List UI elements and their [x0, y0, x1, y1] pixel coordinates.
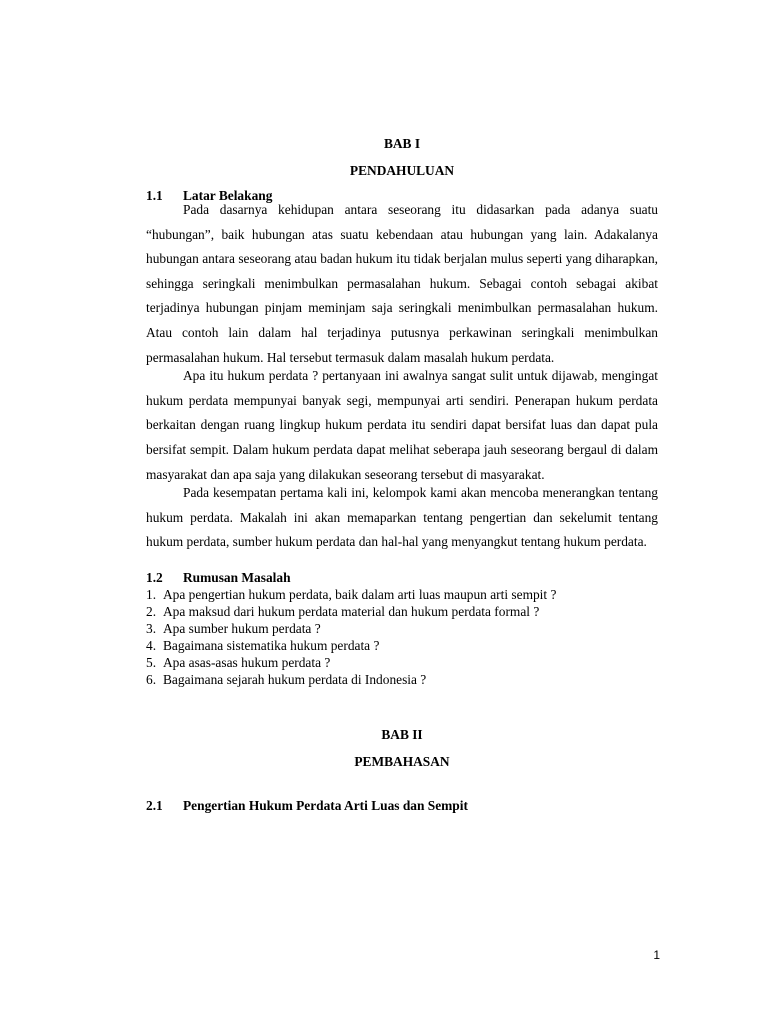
chapter-title: BAB I [383, 136, 421, 151]
page-number: 1 [653, 948, 660, 962]
section-number: 2.1 [146, 797, 163, 813]
paragraph-text: Pada kesempatan pertama kali ini, kelompok kami akan mencoba menerangkan tentang hukum perdata. Makalah ini akan memaparkan tentang pengertian dan sekelumit tentang hukum perdata, sumber hukum perdata dan hal-hal yang menyangkut tentang hukum perdata. [146, 485, 658, 550]
paragraph-text: Pada dasarnya kehidupan antara seseorang itu didasarkan pada adanya suatu “hubungan”, baik hubungan atas suatu kebendaan atau hubungan yang lain. Adakalanya hubungan antara seseorang atau badan hukum itu tidak berjalan mulus seperti yang diharapkan, sehingga seringkali menimbulkan permasalahan hukum. Sebagai contoh sebagai akibat terjadinya hubungan pinjam meminjam saja seringkali menimbulkan permasalahan hukum. Atau contoh lain dalam hal terjadinya putusnya perkawinan seringkali menimbulkan permasalahan hukum. Hal tersebut termasuk dalam masalah hukum perdata. [146, 202, 658, 365]
paragraph [146, 198, 658, 370]
list-item [146, 603, 658, 620]
section-number: 1.1 [146, 188, 163, 203]
list-number: 1. [146, 586, 157, 602]
list-text: Apa sumber hukum perdata ? [163, 620, 321, 636]
list-item [146, 620, 658, 637]
list-item [146, 654, 658, 671]
section-heading [146, 571, 658, 586]
section-title: Latar Belakang [183, 188, 273, 203]
list-text: Apa maksud dari hukum perdata material dan hukum perdata formal ? [163, 603, 540, 619]
list-number: 6. [146, 671, 157, 687]
list-number: 2. [146, 603, 157, 619]
section-title: Pengertian Hukum Perdata Arti Luas dan Sempit [183, 797, 468, 813]
paragraph [146, 481, 658, 555]
page-content [146, 137, 658, 814]
section-heading [146, 799, 658, 814]
paragraph [146, 364, 658, 487]
list-item [146, 637, 658, 654]
chapter-subtitle: PEMBAHASAN [354, 753, 450, 769]
list-number: 3. [146, 620, 157, 636]
paragraph-text: Apa itu hukum perdata ? pertanyaan ini awalnya sangat sulit untuk dijawab, mengingat hukum perdata mempunyai banyak segi, mempunyai arti sendiri. Penerapan hukum perdata berkaitan dengan ruang lingkup hukum perdata itu sendiri dapat bersifat luas dan dapat pula bersifat sempit. Dalam hukum perdata dapat melihat seberapa jauh seseorang bergaul di dalam masyarakat dan apa saja yang dilakukan seseorang tersebut di masyarakat. [146, 368, 658, 482]
list-number: 5. [146, 654, 157, 670]
section-number: 1.2 [146, 569, 163, 585]
list-number: 4. [146, 637, 157, 653]
list-item [146, 671, 658, 688]
list-text: Apa asas-asas hukum perdata ? [163, 654, 331, 670]
section-title: Rumusan Masalah [183, 569, 291, 585]
chapter-title: BAB II [381, 726, 423, 742]
list-item [146, 586, 658, 603]
list-text: Bagaimana sejarah hukum perdata di Indonesia ? [163, 671, 427, 687]
list-text: Apa pengertian hukum perdata, baik dalam arti luas maupun arti sempit ? [163, 586, 557, 602]
list-text: Bagaimana sistematika hukum perdata ? [163, 637, 380, 653]
chapter-subtitle: PENDAHULUAN [349, 163, 455, 178]
problem-list [146, 586, 658, 688]
